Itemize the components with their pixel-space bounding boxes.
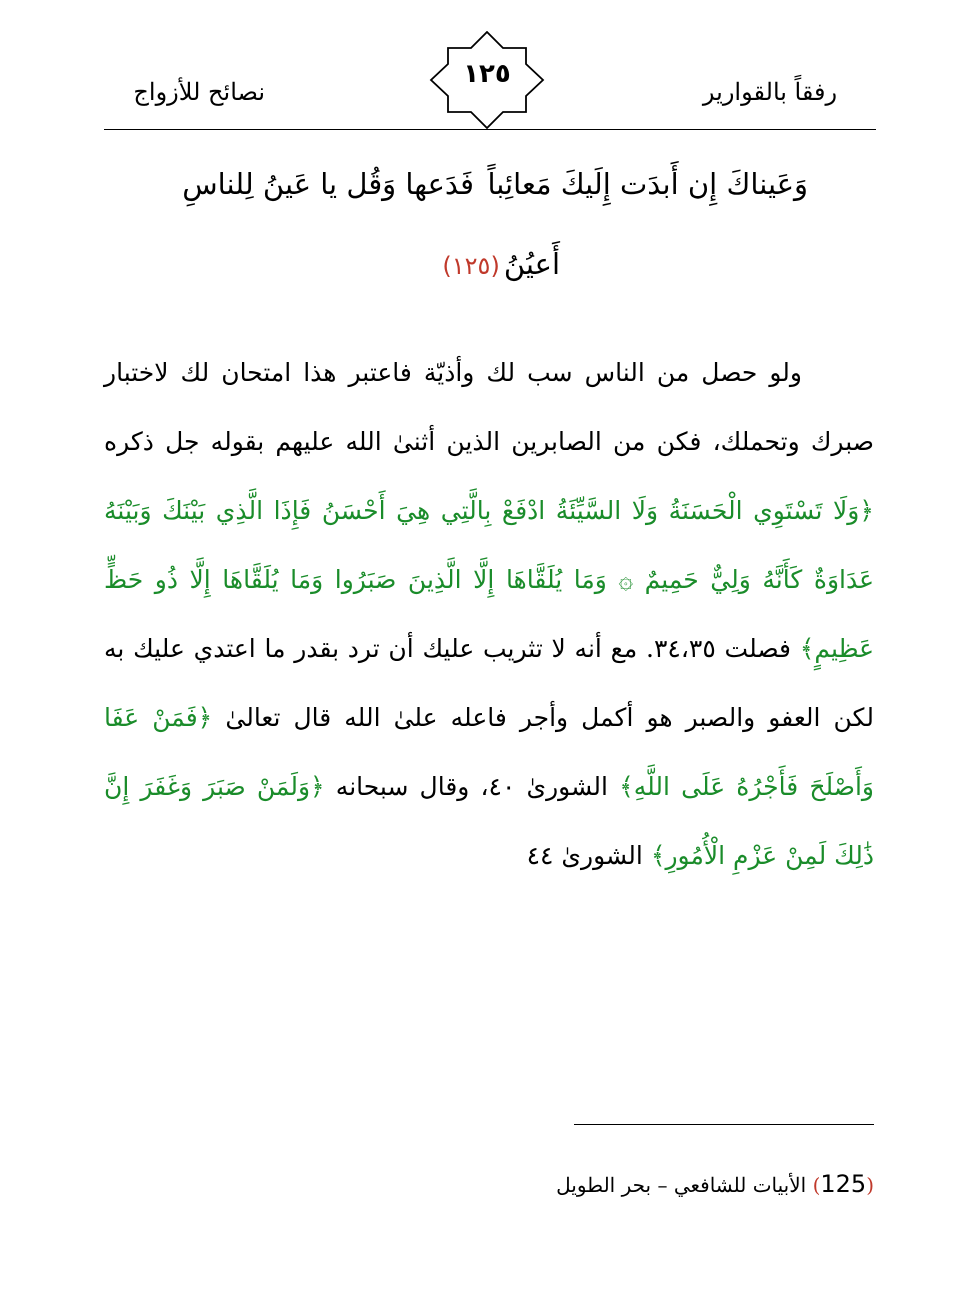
- verse-footnote-ref: (١٢٥): [442, 252, 500, 280]
- footnote: [556, 1166, 874, 1203]
- quran-quote-fussilat: ﴿وَلَا تَسْتَوِي الْحَسَنَةُ وَلَا السَّيِّئَةُ ادْفَعْ بِالَّتِي هِيَ أَحْسَنُ فَإِذَا الَّذِي بَيْنَكَ وَبَيْنَهُ عَدَاوَةٌ كَأَنَّهُ وَلِيٌّ حَمِيمٌ ۞ وَمَا يُلَقَّاهَا إِلَّا الَّذِينَ صَبَرُوا وَمَا يُلَقَّاهَا إِلَّا ذُو حَظٍّ عَظِيمٍ﴾: [104, 496, 874, 663]
- quran-quote-shura-40: ﴿فَمَنْ عَفَا وَأَصْلَحَ فَأَجْرُهُ عَلَى اللَّهِ﴾: [104, 703, 874, 801]
- page-number-badge: [429, 31, 545, 129]
- footnote-number: 125: [820, 1170, 867, 1198]
- body-text-segment-2: فصلت ٣٤،٣٥. مع أنه لا تثريب عليك أن ترد بقدر ما اعتدي عليك به لكن العفو والصبر هو أكمل وأجر فاعله علىٰ الله قال تعالىٰ: [104, 634, 874, 732]
- verse-continuation: [442, 236, 560, 294]
- header-right-title: رفقاً بالقوارير: [702, 78, 838, 106]
- footnote-close-paren: ): [812, 1173, 821, 1197]
- body-paragraph: [104, 338, 874, 890]
- body-text-segment-3: الشورىٰ ٤٠، وقال سبحانه: [324, 772, 620, 801]
- verse-second-hemistich: فَدَعها وَقُل يا عَينُ لِلناسِ: [182, 167, 474, 201]
- header-rule: [104, 129, 876, 130]
- header-left-title: نصائح للأزواج: [133, 78, 265, 106]
- footnote-text: الأبيات للشافعي – بحر الطويل: [556, 1173, 813, 1197]
- footnote-rule: [574, 1124, 874, 1125]
- quran-quote-shura-43: ﴿وَلَمَنْ صَبَرَ وَغَفَرَ إِنَّ ذَٰلِكَ لَمِنْ عَزْمِ الْأُمُورِ﴾: [104, 772, 874, 870]
- body-text-segment-1: ولو حصل من الناس سب لك وأذيّة فاعتبر هذا امتحان لك لاختبار صبرك وتحملك، فكن من الصابرين الذين أثنىٰ الله عليهم بقوله جل ذكره: [104, 358, 874, 456]
- body-text-segment-4: الشورىٰ ٤٤: [526, 841, 651, 870]
- footnote-open-paren: (: [866, 1173, 874, 1197]
- body-text: [104, 338, 874, 890]
- verse-first-hemistich: وَعَيناكَ إِن أَبدَت إِلَيكَ مَعائِباً: [487, 167, 808, 201]
- page-number: ١٢٥: [463, 59, 511, 89]
- verse-continuation-text: أَعيُنُ: [503, 247, 560, 281]
